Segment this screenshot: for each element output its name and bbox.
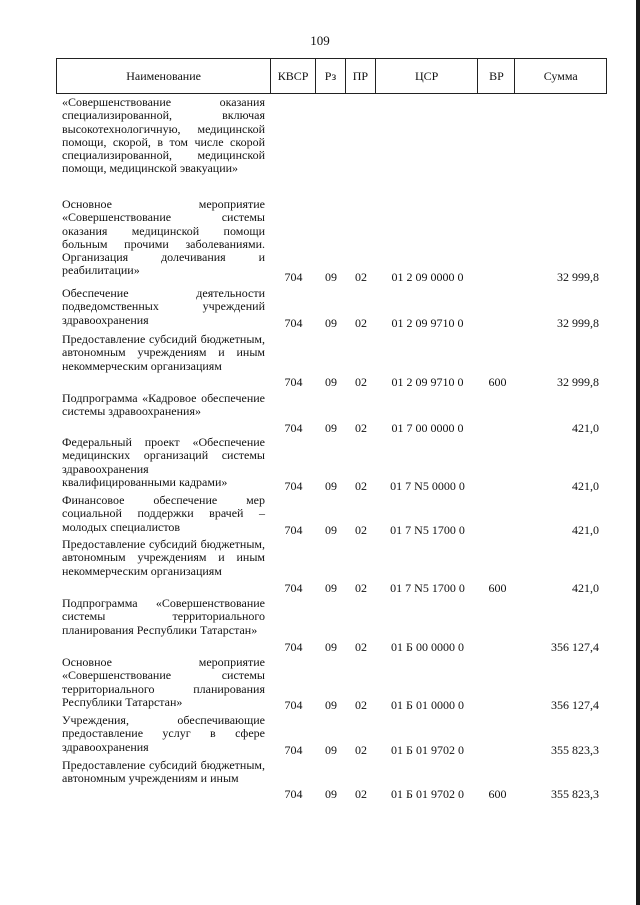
row-sum: 32 999,8 xyxy=(557,269,599,284)
header-name: Наименование xyxy=(57,59,271,93)
header-csr: ЦСР xyxy=(376,59,479,93)
table-row xyxy=(56,714,607,757)
row-csr: 01 Б 01 9702 0 xyxy=(391,742,464,757)
row-vr: 600 xyxy=(488,580,507,595)
row-vr xyxy=(479,494,516,537)
table-row xyxy=(56,656,607,712)
row-kvsr: 704 xyxy=(284,420,303,435)
row-kvsr: 704 xyxy=(284,269,303,284)
table-row xyxy=(56,287,607,330)
row-rz xyxy=(316,96,346,195)
table-row xyxy=(56,333,607,389)
row-pr: 02 xyxy=(355,420,367,435)
row-name: Финансовое обеспечение мер социальной поддержки врачей – молодых специалистов xyxy=(62,493,265,534)
table-row xyxy=(56,538,607,595)
row-rz: 09 xyxy=(325,420,337,435)
row-csr: 01 2 09 9710 0 xyxy=(391,315,464,330)
row-rz: 09 xyxy=(325,269,337,284)
header-sum: Сумма xyxy=(543,68,578,83)
row-name: Предоставление субсидий бюджетным, автономным учреждениям и иным xyxy=(62,758,265,786)
row-name: Предоставление субсидий бюджетным, автономным учреждениям и иным некоммерческим организациям xyxy=(62,537,265,578)
header-rz: Рз xyxy=(316,59,346,93)
header-vr: ВР xyxy=(478,59,515,93)
row-pr: 02 xyxy=(355,580,367,595)
row-vr xyxy=(479,597,516,654)
row-csr: 01 Б 01 9702 0 xyxy=(391,786,464,801)
row-kvsr: 704 xyxy=(284,374,303,389)
row-sum: 421,0 xyxy=(572,580,599,595)
table-row xyxy=(56,96,607,195)
row-sum: 356 127,4 xyxy=(551,697,599,712)
table-row xyxy=(56,597,607,654)
row-sum: 355 823,3 xyxy=(551,742,599,757)
row-csr: 01 7 N5 0000 0 xyxy=(390,478,465,493)
row-kvsr: 704 xyxy=(284,697,303,712)
row-name: Обеспечение деятельности подведомственных учреждений здравоохранения xyxy=(62,286,265,327)
scan-edge xyxy=(636,0,640,905)
row-pr: 02 xyxy=(355,269,367,284)
page-number: 109 xyxy=(310,33,330,48)
table-row xyxy=(56,392,607,435)
table-row xyxy=(56,198,607,284)
row-pr: 02 xyxy=(355,697,367,712)
row-sum: 32 999,8 xyxy=(557,315,599,330)
row-rz: 09 xyxy=(325,374,337,389)
row-kvsr: 704 xyxy=(284,315,303,330)
row-name: Подпрограмма «Совершенствование системы территориального планирования Республики Татарстан» xyxy=(62,596,265,637)
row-vr xyxy=(479,287,516,330)
row-sum: 356 127,4 xyxy=(551,639,599,654)
row-sum: 421,0 xyxy=(572,478,599,493)
row-csr: 01 7 N5 1700 0 xyxy=(390,522,465,537)
row-rz: 09 xyxy=(325,742,337,757)
row-sum xyxy=(516,96,607,195)
row-rz: 09 xyxy=(325,580,337,595)
row-rz: 09 xyxy=(325,786,337,801)
row-csr: 01 Б 00 0000 0 xyxy=(391,639,464,654)
header-pr: ПР xyxy=(346,59,376,93)
table-header xyxy=(56,58,607,94)
row-vr: 600 xyxy=(488,374,507,389)
row-kvsr: 704 xyxy=(284,478,303,493)
row-name: Федеральный проект «Обеспечение медицинских организаций системы здравоохранения квалифицированными кадрами» xyxy=(62,435,265,489)
row-rz: 09 xyxy=(325,639,337,654)
row-kvsr: 704 xyxy=(284,522,303,537)
row-name: Предоставление субсидий бюджетным, автономным учреждениям и иным некоммерческим организациям xyxy=(62,332,265,373)
row-kvsr: 704 xyxy=(284,786,303,801)
row-pr: 02 xyxy=(355,522,367,537)
row-vr xyxy=(479,656,516,712)
row-vr xyxy=(479,714,516,757)
row-vr xyxy=(479,96,516,195)
row-pr: 02 xyxy=(355,639,367,654)
row-rz: 09 xyxy=(325,315,337,330)
row-csr: 01 2 09 9710 0 xyxy=(391,374,464,389)
row-name: Основное мероприятие «Совершенствование системы оказания медицинской помощи больным прочими заболеваниями. Организация долечивания и реабилитации» xyxy=(62,197,265,278)
row-name: Основное мероприятие «Совершенствование системы территориального планирования Республики Татарстан» xyxy=(62,655,265,709)
row-sum: 421,0 xyxy=(572,420,599,435)
row-kvsr: 704 xyxy=(284,580,303,595)
header-kvsr: КВСР xyxy=(271,59,316,93)
row-sum: 421,0 xyxy=(572,522,599,537)
row-name: Подпрограмма «Кадровое обеспечение системы здравоохранения» xyxy=(62,391,265,419)
row-csr xyxy=(376,96,479,195)
row-kvsr: 704 xyxy=(284,742,303,757)
row-vr: 600 xyxy=(488,786,507,801)
row-sum: 32 999,8 xyxy=(557,374,599,389)
row-vr xyxy=(479,436,516,493)
row-csr: 01 2 09 0000 0 xyxy=(391,269,464,284)
row-sum: 355 823,3 xyxy=(551,786,599,801)
row-name: «Совершенствование оказания специализированной, включая высокотехнологичную, медицинской помощи, скорой, в том числе скорой специализированной, медицинской помощи, медицинской эвакуации» xyxy=(62,95,265,176)
row-kvsr xyxy=(271,96,316,195)
row-kvsr: 704 xyxy=(284,639,303,654)
row-vr xyxy=(479,392,516,435)
row-pr: 02 xyxy=(355,742,367,757)
row-csr: 01 Б 01 0000 0 xyxy=(391,697,464,712)
row-name: Учреждения, обеспечивающие предоставление услуг в сфере здравоохранения xyxy=(62,713,265,754)
row-pr: 02 xyxy=(355,315,367,330)
row-pr xyxy=(346,96,376,195)
row-rz: 09 xyxy=(325,697,337,712)
row-csr: 01 7 00 0000 0 xyxy=(391,420,464,435)
row-pr: 02 xyxy=(355,478,367,493)
table-row xyxy=(56,759,607,801)
row-rz: 09 xyxy=(325,522,337,537)
table-row xyxy=(56,436,607,493)
row-rz: 09 xyxy=(325,478,337,493)
table-row xyxy=(56,494,607,537)
row-vr xyxy=(479,198,516,284)
row-pr: 02 xyxy=(355,786,367,801)
row-pr: 02 xyxy=(355,374,367,389)
row-csr: 01 7 N5 1700 0 xyxy=(390,580,465,595)
